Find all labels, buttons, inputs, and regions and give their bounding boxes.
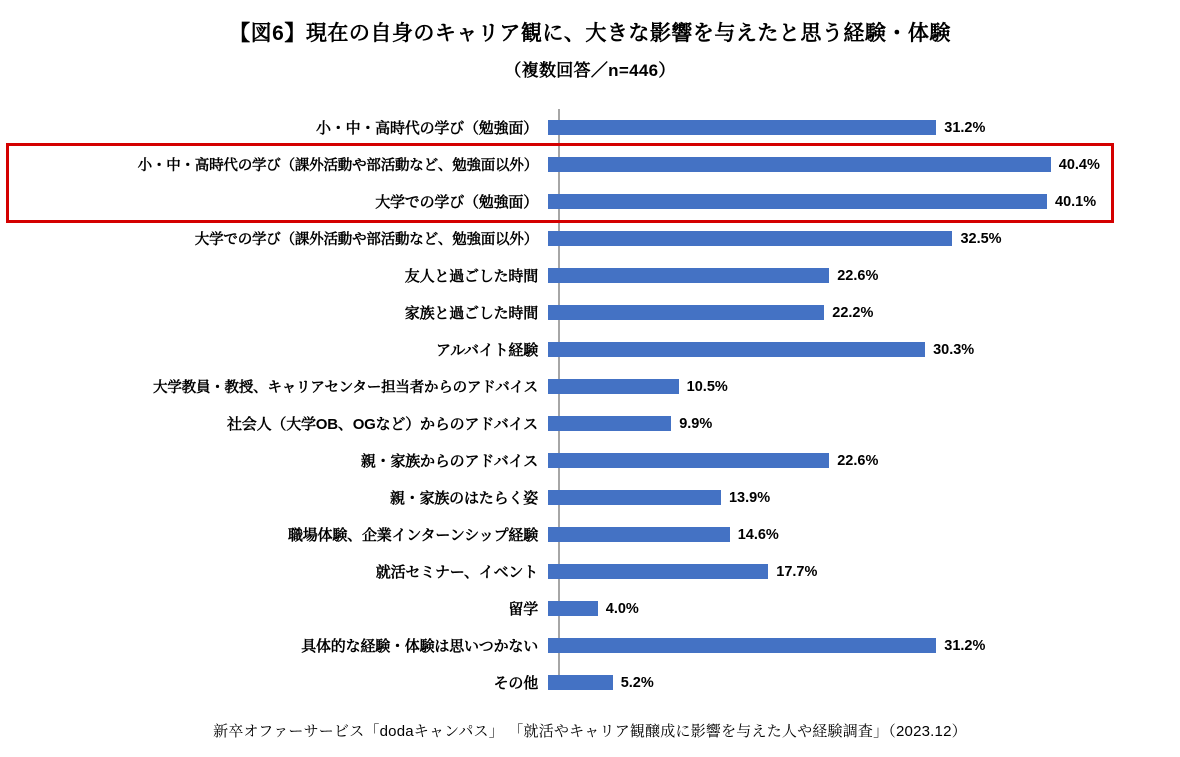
bar-container	[548, 220, 1180, 257]
bar-value-label: 22.6%	[837, 452, 879, 469]
category-label: 親・家族からのアドバイス	[360, 453, 538, 471]
bar	[548, 638, 936, 653]
bar-container	[548, 331, 1180, 368]
category-label: 親・家族のはたらく姿	[389, 490, 538, 508]
bar-container	[548, 590, 1180, 627]
bar-value-label: 40.4%	[1058, 156, 1100, 173]
bar-value-label: 9.9%	[679, 415, 713, 432]
page-subtitle: （複数回答／n=446）	[504, 61, 676, 81]
bar-rows	[0, 109, 1180, 701]
bar-container	[548, 442, 1180, 479]
bar-container	[548, 146, 1180, 183]
bar	[548, 416, 671, 431]
bar	[548, 601, 598, 616]
source-note: 新卒オファーサービス「dodaキャンパス」 「就活やキャリア観醸成に影響を与えた人や経験調査」（2023.12）	[213, 723, 967, 740]
bar-row	[0, 405, 1180, 442]
bar-container	[548, 664, 1180, 701]
bar-value-label: 22.6%	[837, 267, 879, 284]
bar-row	[0, 257, 1180, 294]
bar-row	[0, 553, 1180, 590]
category-label: 社会人（大学OB、OGなど）からのアドバイス	[227, 416, 538, 434]
bar	[548, 490, 721, 505]
category-label: 留学	[508, 601, 538, 619]
bar-row	[0, 109, 1180, 146]
bar-container	[548, 627, 1180, 664]
bar-value-label: 10.5%	[686, 378, 728, 395]
bar-container	[548, 183, 1180, 220]
bar-value-label: 5.2%	[620, 674, 654, 691]
bar-value-label: 22.2%	[832, 304, 874, 321]
bar	[548, 527, 730, 542]
bar-container	[548, 479, 1180, 516]
bar	[548, 453, 829, 468]
bar-value-label: 30.3%	[933, 341, 975, 358]
bar	[548, 342, 925, 357]
bar	[548, 564, 768, 579]
category-label: 具体的な経験・体験は思いつかない	[301, 638, 538, 656]
category-label: 就活セミナー、イベント	[375, 564, 538, 582]
bar-row	[0, 183, 1180, 220]
bar-row	[0, 516, 1180, 553]
bar-container	[548, 109, 1180, 146]
bar	[548, 120, 936, 135]
bar-row	[0, 442, 1180, 479]
bar-value-label: 31.2%	[944, 637, 986, 654]
category-label: その他	[493, 675, 538, 693]
bar-value-label: 17.7%	[776, 563, 818, 580]
bar	[548, 194, 1047, 209]
bar	[548, 379, 679, 394]
category-label: 友人と過ごした時間	[404, 268, 538, 286]
plot-area	[0, 99, 1180, 693]
category-label: 職場体験、企業インターンシップ経験	[287, 527, 538, 545]
bar-row	[0, 590, 1180, 627]
bar-container	[548, 405, 1180, 442]
bar-value-label: 31.2%	[944, 119, 986, 136]
category-label: 大学での学び（勉強面）	[375, 194, 538, 212]
page-title: 【図6】現在の自身のキャリア観に、大きな影響を与えたと思う経験・体験	[229, 22, 951, 45]
bar-container	[548, 553, 1180, 590]
bar	[548, 268, 829, 283]
bar-container	[548, 257, 1180, 294]
category-label: 家族と過ごした時間	[404, 305, 538, 323]
title-block	[0, 0, 1180, 81]
bar-value-label: 4.0%	[605, 600, 639, 617]
bar-row	[0, 294, 1180, 331]
bar-row	[0, 664, 1180, 701]
bar-row	[0, 368, 1180, 405]
bar-value-label: 13.9%	[728, 489, 771, 506]
category-label: 大学教員・教授、キャリアセンター担当者からのアドバイス	[153, 380, 538, 397]
bar-row	[0, 220, 1180, 257]
bar-row	[0, 479, 1180, 516]
category-label: アルバイト経験	[436, 342, 538, 360]
bar-row	[0, 627, 1180, 664]
bar	[548, 675, 613, 690]
bar-container	[548, 294, 1180, 331]
category-label: 小・中・高時代の学び（課外活動や部活動など、勉強面以外）	[137, 158, 538, 175]
bar-row	[0, 146, 1180, 183]
bar	[548, 157, 1051, 172]
bar-value-label: 32.5%	[960, 230, 1002, 247]
bar	[548, 305, 824, 320]
bar-value-label: 40.1%	[1055, 193, 1097, 210]
bar-container	[548, 516, 1180, 553]
bar-container	[548, 368, 1180, 405]
bar-chart	[0, 99, 1180, 693]
bar-value-label: 14.6%	[737, 526, 779, 543]
category-label: 小・中・高時代の学び（勉強面）	[315, 120, 538, 138]
bar-row	[0, 331, 1180, 368]
bar	[548, 231, 952, 246]
category-label: 大学での学び（課外活動や部活動など、勉強面以外）	[194, 232, 538, 249]
